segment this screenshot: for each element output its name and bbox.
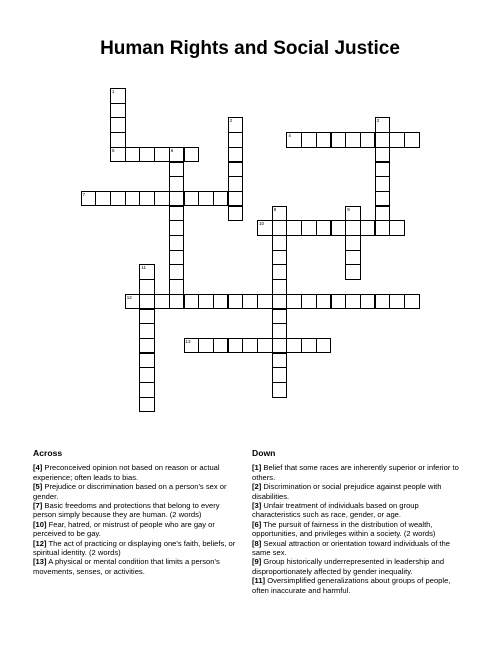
crossword-cell[interactable] xyxy=(228,338,244,354)
crossword-cell[interactable] xyxy=(272,382,288,398)
crossword-cell[interactable] xyxy=(375,147,391,163)
clue-item xyxy=(252,482,462,501)
crossword-cell[interactable] xyxy=(154,191,170,207)
crossword-cell[interactable] xyxy=(272,206,288,222)
crossword-cell[interactable] xyxy=(316,220,332,236)
clue-number: 1 xyxy=(112,89,115,94)
crossword-cell[interactable] xyxy=(198,338,214,354)
crossword-cell[interactable] xyxy=(375,191,391,207)
down-clues xyxy=(252,449,462,595)
clue-number: 13 xyxy=(185,338,191,344)
down-clue-list xyxy=(252,463,462,595)
crossword-cell[interactable] xyxy=(286,338,302,354)
clue-number: 5 xyxy=(112,147,115,153)
crossword-cell[interactable] xyxy=(110,117,126,133)
crossword-cell[interactable] xyxy=(213,191,229,207)
crossword-cell[interactable] xyxy=(404,132,420,148)
crossword-cell[interactable] xyxy=(272,235,288,251)
crossword-cell[interactable] xyxy=(169,220,185,236)
crossword-cell[interactable] xyxy=(316,338,332,354)
across-heading: Across xyxy=(33,448,63,458)
crossword-cell[interactable] xyxy=(301,294,317,310)
clue-text: Basic freedoms and protections that belong to every person simply because they are human. (2 words) xyxy=(33,501,220,520)
crossword-cell[interactable] xyxy=(404,294,420,310)
clue-number-label: [13] xyxy=(33,557,47,567)
clue-text: Group historically underrepresented in leadership and disproportionately affected by gender inequality. xyxy=(252,557,445,576)
clue-number-label: [6] xyxy=(252,519,262,529)
clue-text: Oversimplified generalizations about groups of people, often inaccurate and harmful. xyxy=(252,576,451,595)
crossword-cell[interactable] xyxy=(389,132,405,148)
clue-number: 7 xyxy=(82,191,86,197)
crossword-cell[interactable] xyxy=(375,294,391,310)
crossword-cell[interactable] xyxy=(257,220,273,236)
crossword-cell[interactable] xyxy=(110,103,126,119)
crossword-cell[interactable] xyxy=(169,176,185,192)
crossword-cell[interactable] xyxy=(331,220,347,236)
clue-item xyxy=(252,576,462,595)
clue-number: 8 xyxy=(273,206,277,212)
crossword-cell[interactable] xyxy=(389,294,405,310)
crossword-cell[interactable] xyxy=(345,294,361,310)
clue-number-label: [12] xyxy=(33,538,47,548)
crossword-cell[interactable] xyxy=(169,235,185,251)
clue-text: The pursuit of fairness in the distribution of wealth, opportunities, and privileges within a society. (2 words) xyxy=(252,519,436,539)
crossword-cell[interactable] xyxy=(228,176,244,192)
crossword-cell[interactable] xyxy=(139,367,155,383)
crossword-cell[interactable] xyxy=(375,206,391,222)
crossword-cell[interactable] xyxy=(360,294,376,310)
crossword-cell[interactable] xyxy=(272,323,288,339)
clue-item xyxy=(33,520,243,539)
crossword-cell[interactable] xyxy=(360,220,376,236)
crossword-cell[interactable] xyxy=(375,162,391,178)
crossword-cell[interactable] xyxy=(272,353,288,369)
crossword-cell[interactable] xyxy=(228,162,244,178)
clue-number: 9 xyxy=(347,206,350,212)
crossword-cell[interactable] xyxy=(272,264,288,280)
crossword-cell[interactable] xyxy=(272,250,288,266)
crossword-cell[interactable] xyxy=(169,162,185,178)
crossword-cell[interactable] xyxy=(228,191,244,207)
crossword-cell[interactable] xyxy=(286,132,302,148)
clue-text: Fear, hatred, or mistrust of people who are gay or perceived to be gay. xyxy=(33,519,215,539)
crossword-cell[interactable] xyxy=(110,147,126,163)
clue-number: 10 xyxy=(259,221,265,227)
crossword-cell[interactable] xyxy=(125,147,141,163)
clue-item xyxy=(33,482,243,501)
clue-number-label: [1] xyxy=(252,463,262,473)
clue-text: Unfair treatment of individuals based on group characteristics such as race, gender, or age. xyxy=(252,501,419,520)
clue-text: Discrimination or social prejudice against people with disabilities. xyxy=(252,482,442,501)
crossword-cell[interactable] xyxy=(125,191,141,207)
crossword-cell[interactable] xyxy=(184,338,200,354)
crossword-cell[interactable] xyxy=(316,132,332,148)
crossword-cell[interactable] xyxy=(169,279,185,295)
crossword-cell[interactable] xyxy=(242,338,258,354)
crossword-cell[interactable] xyxy=(286,220,302,236)
crossword-cell[interactable] xyxy=(228,132,244,148)
crossword-cell[interactable] xyxy=(213,338,229,354)
crossword-cell[interactable] xyxy=(169,294,185,310)
crossword-cell[interactable] xyxy=(331,294,347,310)
clue-item xyxy=(252,501,462,520)
crossword-cell[interactable] xyxy=(125,294,141,310)
crossword-cell[interactable] xyxy=(139,309,155,325)
crossword-cell[interactable] xyxy=(110,132,126,148)
crossword-cell[interactable] xyxy=(272,309,288,325)
crossword-cell[interactable] xyxy=(375,132,391,148)
crossword-cell[interactable] xyxy=(169,250,185,266)
clue-number-label: [8] xyxy=(252,538,262,548)
crossword-cell[interactable] xyxy=(272,220,288,236)
clue-number: 11 xyxy=(141,265,147,271)
crossword-cell[interactable] xyxy=(169,206,185,222)
clue-item xyxy=(33,557,243,576)
crossword-cell[interactable] xyxy=(228,117,244,133)
clue-text: Sexual attraction or orientation toward individuals of the same sex. xyxy=(252,538,450,558)
clue-item xyxy=(33,463,243,482)
crossword-cell[interactable] xyxy=(345,132,361,148)
crossword-cell[interactable] xyxy=(272,294,288,310)
down-heading: Down xyxy=(252,448,276,458)
crossword-cell[interactable] xyxy=(257,294,273,310)
page-title: Human Rights and Social Justice xyxy=(100,38,400,59)
crossword-cell[interactable] xyxy=(345,235,361,251)
crossword-cell[interactable] xyxy=(198,294,214,310)
crossword-cell[interactable] xyxy=(272,367,288,383)
crossword-cell[interactable] xyxy=(331,132,347,148)
crossword-cell[interactable] xyxy=(360,132,376,148)
crossword-cell[interactable] xyxy=(139,382,155,398)
crossword-cell[interactable] xyxy=(139,264,155,280)
clue-number: 12 xyxy=(126,294,132,300)
crossword-cell[interactable] xyxy=(110,191,126,207)
crossword-cell[interactable] xyxy=(184,191,200,207)
crossword-cell[interactable] xyxy=(301,338,317,354)
crossword-cell[interactable] xyxy=(154,147,170,163)
crossword-cell[interactable] xyxy=(154,294,170,310)
clue-item xyxy=(33,501,243,520)
clue-item xyxy=(252,520,462,539)
crossword-cell[interactable] xyxy=(139,191,155,207)
crossword-cell[interactable] xyxy=(169,264,185,280)
crossword-cell[interactable] xyxy=(139,397,155,413)
crossword-cell[interactable] xyxy=(301,132,317,148)
clue-text: A physical or mental condition that limits a person's movements, senses, or activities. xyxy=(33,557,220,576)
clue-item xyxy=(252,539,462,558)
clue-number-label: [9] xyxy=(252,557,262,567)
crossword-cell[interactable] xyxy=(139,279,155,295)
crossword-cell[interactable] xyxy=(375,220,391,236)
crossword-cell[interactable] xyxy=(184,147,200,163)
crossword-cell[interactable] xyxy=(95,191,111,207)
crossword-cell[interactable] xyxy=(272,338,288,354)
crossword-cell[interactable] xyxy=(198,191,214,207)
crossword-cell[interactable] xyxy=(286,294,302,310)
crossword-cell[interactable] xyxy=(169,147,185,163)
crossword-cell[interactable] xyxy=(139,353,155,369)
clue-number-label: [11] xyxy=(252,576,266,586)
crossword-cell[interactable] xyxy=(139,338,155,354)
clue-number: 3 xyxy=(376,118,380,124)
clue-number: 4 xyxy=(288,133,291,139)
crossword-cell[interactable] xyxy=(139,323,155,339)
crossword-cell[interactable] xyxy=(228,147,244,163)
clue-number-label: [3] xyxy=(252,501,262,511)
clue-text: Preconceived opinion not based on reason or actual experience; often leads to bias. xyxy=(33,463,220,482)
crossword-cell[interactable] xyxy=(110,88,126,104)
crossword-cell[interactable] xyxy=(345,220,361,236)
clue-number-label: [5] xyxy=(33,482,43,492)
crossword-cell[interactable] xyxy=(301,220,317,236)
crossword-cell[interactable] xyxy=(213,294,229,310)
clue-number: 2 xyxy=(229,118,233,124)
crossword-cell[interactable] xyxy=(139,294,155,310)
clue-number: 6 xyxy=(170,147,174,153)
crossword-cell[interactable] xyxy=(139,147,155,163)
clue-text: The act of practicing or displaying one's faith, beliefs, or spiritual identity. (2 words) xyxy=(33,538,236,558)
clue-item xyxy=(33,539,243,558)
crossword-cell[interactable] xyxy=(169,191,185,207)
across-clue-list xyxy=(33,463,243,576)
clue-number-label: [4] xyxy=(33,463,43,473)
crossword-cell[interactable] xyxy=(389,220,405,236)
crossword-cell[interactable] xyxy=(316,294,332,310)
clue-item xyxy=(252,463,462,482)
clue-text: Prejudice or discrimination based on a person's sex or gender. xyxy=(33,482,227,501)
crossword-cell[interactable] xyxy=(345,250,361,266)
clue-number-label: [10] xyxy=(33,519,47,529)
across-clues xyxy=(33,449,243,576)
crossword-cell[interactable] xyxy=(257,338,273,354)
clue-item xyxy=(252,557,462,576)
crossword-cell[interactable] xyxy=(345,264,361,280)
crossword-cell[interactable] xyxy=(375,176,391,192)
crossword-cell[interactable] xyxy=(228,206,244,222)
clue-text: Belief that some races are inherently superior or inferior to others. xyxy=(252,463,459,482)
clue-number-label: [2] xyxy=(252,482,262,492)
crossword-cell[interactable] xyxy=(228,294,244,310)
crossword-cell[interactable] xyxy=(81,191,97,207)
crossword-cell[interactable] xyxy=(184,294,200,310)
crossword-cell[interactable] xyxy=(272,279,288,295)
crossword-cell[interactable] xyxy=(345,206,361,222)
clue-number-label: [7] xyxy=(33,501,43,511)
crossword-cell[interactable] xyxy=(242,294,258,310)
crossword-cell[interactable] xyxy=(375,117,391,133)
